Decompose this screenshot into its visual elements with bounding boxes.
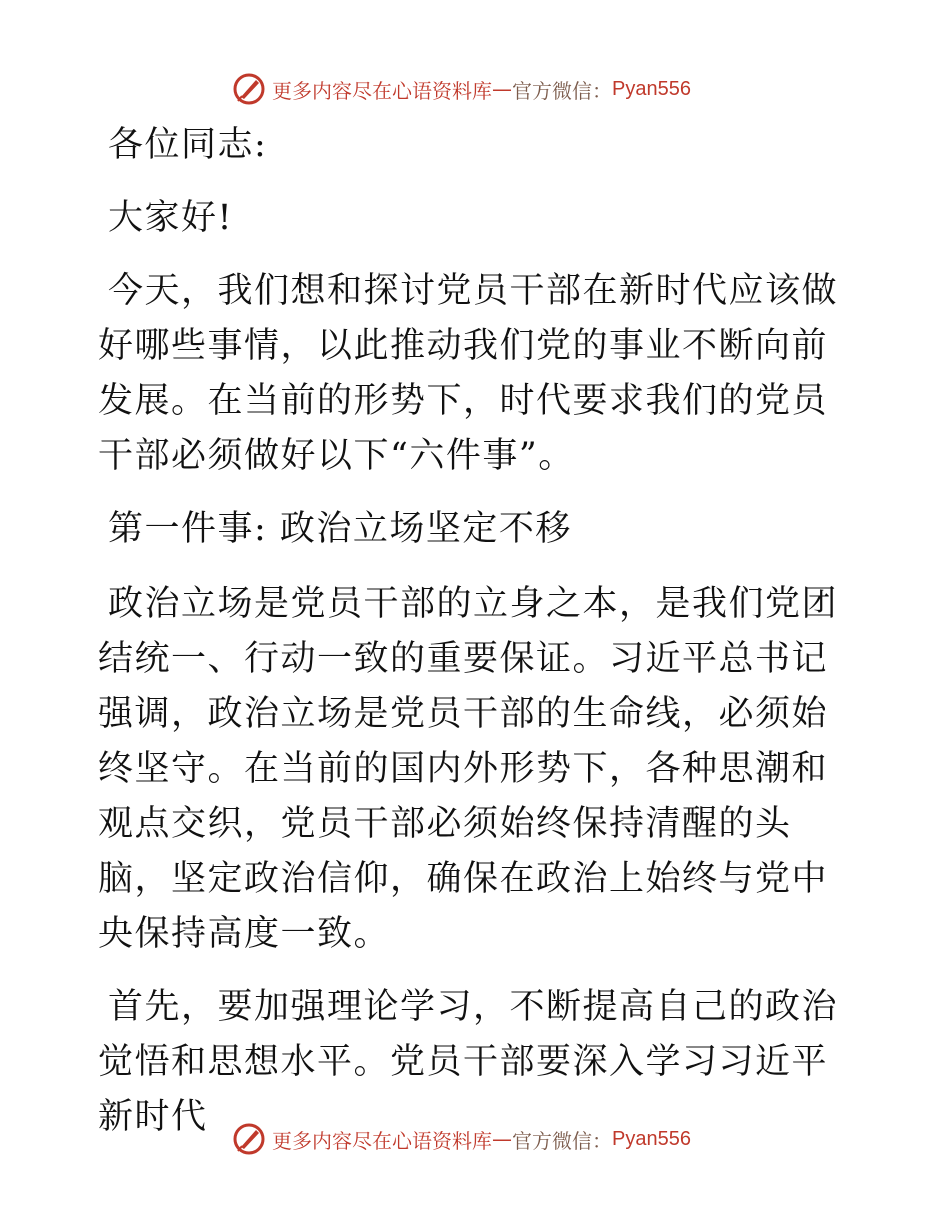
watermark-official: 官方微信：: [512, 78, 612, 103]
intro-paragraph: 今天，我们想和探讨党员干部在新时代应该做好哪些事情，以此推动我们党的事业不断向前发展。在当前的形势下，时代要求我们的党员干部必须做好以下“六件事”。: [98, 271, 839, 476]
watermark-dash: —: [492, 1127, 512, 1151]
body-paragraph-2: 首先，要加强理论学习，不断提高自己的政治觉悟和思想水平。党员干部要深入学习习近平新时代: [98, 987, 839, 1137]
quill-logo-icon: [232, 72, 266, 106]
watermark-brand: 更多内容尽在心语资料库: [272, 78, 492, 103]
greeting: 大家好!: [108, 198, 234, 238]
header-watermark: [232, 72, 691, 106]
section-heading-1: 第一件事: 政治立场坚定不移: [108, 509, 572, 549]
quill-logo-icon: [232, 1122, 266, 1156]
watermark-brand: 更多内容尽在心语资料库: [272, 1128, 492, 1153]
document-body: [98, 118, 853, 1163]
watermark-dash: —: [492, 77, 512, 101]
watermark-official: 官方微信：: [512, 1128, 612, 1153]
footer-watermark: [232, 1122, 691, 1156]
salutation: 各位同志:: [108, 125, 268, 165]
watermark-wechat-id: Pyan556: [612, 77, 691, 100]
body-paragraph-1: 政治立场是党员干部的立身之本，是我们党团结统一、行动一致的重要保证。习近平总书记强调，政治立场是党员干部的生命线，必须始终坚守。在当前的国内外形势下，各种思潮和观点交织，党员干部必须始终保持清醒的头脑，坚定政治信仰，确保在政治上始终与党中央保持高度一致。: [98, 584, 839, 954]
watermark-wechat-id: Pyan556: [612, 1127, 691, 1150]
